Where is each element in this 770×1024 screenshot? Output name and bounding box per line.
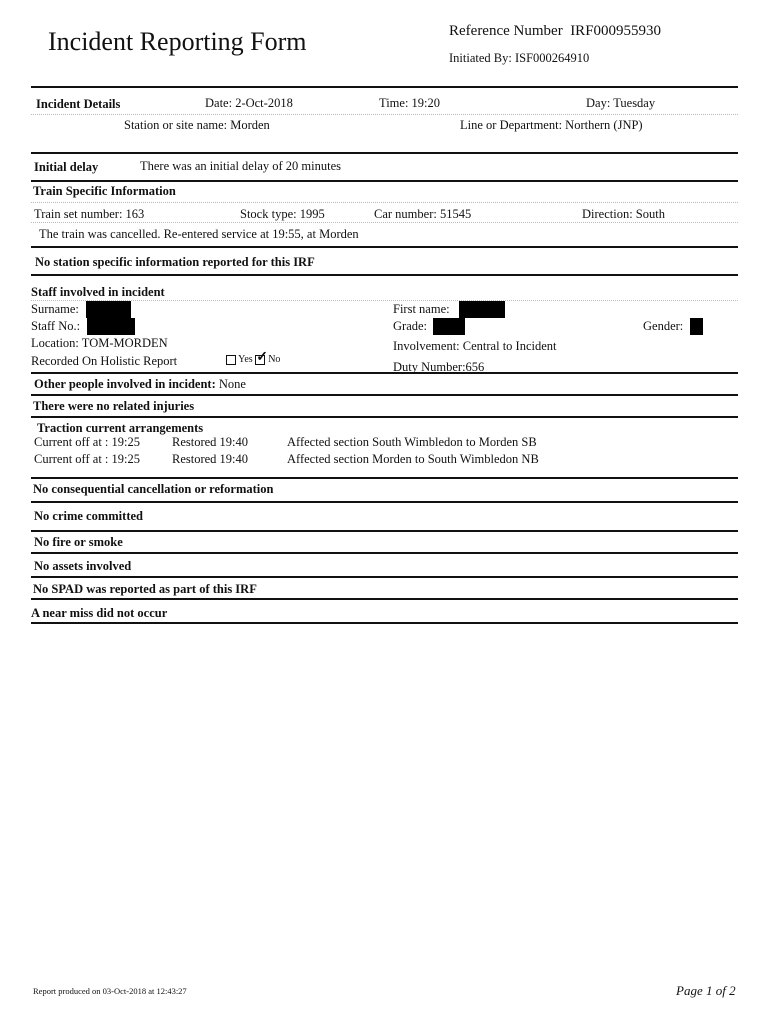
page-number: Page 1 of 2	[676, 983, 736, 998]
train-info-heading: Train Specific Information	[33, 184, 176, 198]
other-people	[34, 377, 246, 392]
yes-checkbox[interactable]	[226, 355, 236, 365]
car-number: Car number: 51545	[374, 207, 472, 221]
staff-no-label: Staff No.:	[31, 319, 81, 333]
fire: No fire or smoke	[34, 535, 123, 549]
near-miss: A near miss did not occur	[31, 606, 168, 620]
reference-value: IRF000955930	[570, 23, 662, 39]
divider	[31, 152, 738, 154]
traction-off: Current off at : 19:25	[34, 452, 140, 466]
incident-date: Date: 2-Oct-2018	[205, 96, 293, 110]
gender-label: Gender:	[643, 319, 684, 333]
report-produced: Report produced on 03-Oct-2018 at 12:43:27	[33, 986, 187, 996]
dotted-divider	[31, 202, 738, 203]
dotted-divider	[31, 114, 738, 115]
traction-restored: Restored 19:40	[172, 435, 249, 449]
train-set-number: Train set number: 163	[34, 207, 145, 221]
first-name-label: First name:	[393, 302, 450, 316]
redacted-grade	[433, 318, 465, 335]
train-note: The train was cancelled. Re-entered service at 19:55, at Morden	[39, 227, 359, 241]
line-department: Line or Department: Northern (JNP)	[460, 118, 643, 132]
cancellation: No consequential cancellation or reformation	[33, 482, 274, 496]
grade-label: Grade:	[393, 319, 428, 333]
yes-label: Yes	[238, 354, 253, 365]
traction-section: Affected section South Wimbledon to Morden SB	[287, 435, 537, 449]
reference-number	[449, 23, 661, 40]
dotted-divider	[31, 300, 738, 301]
other-people-value: None	[215, 377, 246, 391]
no-checkbox[interactable]	[255, 349, 268, 365]
divider	[31, 576, 738, 578]
divider	[31, 501, 738, 503]
redacted-surname	[86, 301, 131, 318]
assets: No assets involved	[34, 559, 132, 573]
redacted-first-name	[459, 301, 505, 318]
incident-time: Time: 19:20	[379, 96, 441, 110]
station-info: No station specific information reported for this IRF	[35, 255, 315, 269]
holistic-report-label: Recorded On Holistic Report	[31, 354, 178, 368]
divider	[31, 622, 738, 624]
divider	[31, 246, 738, 248]
staff-heading: Staff involved in incident	[31, 285, 165, 299]
redacted-staff-no	[87, 318, 135, 335]
divider	[31, 86, 738, 88]
location: Location: TOM-MORDEN	[31, 336, 168, 350]
divider	[31, 394, 738, 396]
dotted-divider	[31, 222, 738, 223]
reference-label: Reference Number	[449, 23, 563, 39]
initiated-by: Initiated By: ISF000264910	[449, 51, 590, 65]
station-name: Station or site name: Morden	[124, 118, 270, 132]
form-title: Incident Reporting Form	[48, 27, 307, 56]
checkmark-icon: ✓	[256, 349, 268, 365]
divider	[31, 372, 738, 374]
holistic-report-options	[226, 349, 281, 365]
traction-off: Current off at : 19:25	[34, 435, 140, 449]
spad: No SPAD was reported as part of this IRF	[33, 582, 257, 596]
initial-delay-heading: Initial delay	[34, 160, 99, 174]
traction-heading: Traction current arrangements	[37, 421, 204, 435]
crime: No crime committed	[34, 509, 143, 523]
incident-details-heading: Incident Details	[36, 97, 121, 111]
duty-number: Duty Number:656	[393, 360, 485, 374]
redacted-gender	[690, 318, 703, 335]
surname-label: Surname:	[31, 302, 79, 316]
stock-type: Stock type: 1995	[240, 207, 325, 221]
incident-day: Day: Tuesday	[586, 96, 656, 110]
divider	[31, 598, 738, 600]
divider	[31, 180, 738, 182]
divider	[31, 477, 738, 479]
involvement: Involvement: Central to Incident	[393, 339, 557, 353]
traction-section: Affected section Morden to South Wimbledon NB	[287, 452, 539, 466]
initial-delay-text: There was an initial delay of 20 minutes	[140, 159, 341, 173]
injuries: There were no related injuries	[33, 399, 195, 413]
divider	[31, 530, 738, 532]
no-label: No	[268, 354, 281, 365]
direction: Direction: South	[582, 207, 665, 221]
divider	[31, 416, 738, 418]
traction-restored: Restored 19:40	[172, 452, 249, 466]
divider	[31, 274, 738, 276]
divider	[31, 552, 738, 554]
other-people-label: Other people involved in incident:	[34, 377, 216, 391]
